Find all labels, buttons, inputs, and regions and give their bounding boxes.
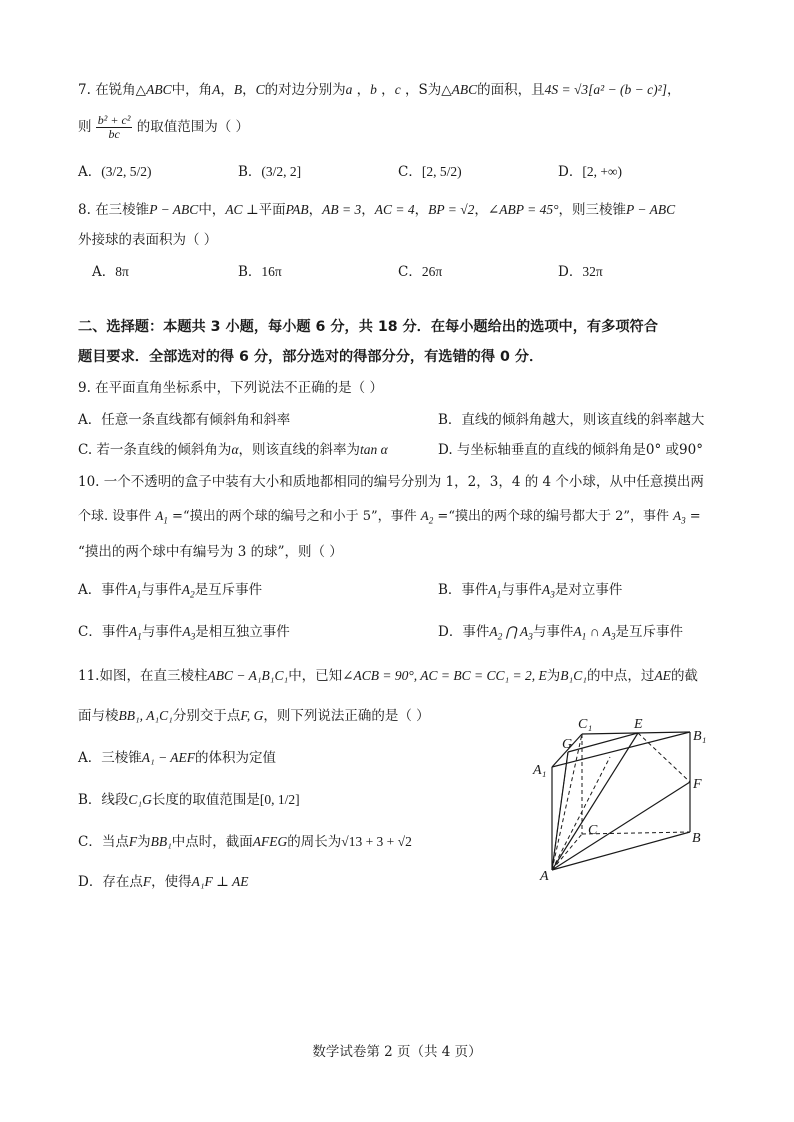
section2-heading-line1: 二、选择题：本题共 3 小题，每小题 6 分，共 18 分．在每小题给出的选项中，有多项符合	[78, 319, 658, 335]
q9-option-d[interactable]: D. 与坐标轴垂直的直线的倾斜角是0° 或90°	[438, 442, 703, 458]
label-A: A	[540, 869, 549, 882]
q10-option-c[interactable]: C．事件$A_1$与事件$A_3$是相互独立事件	[78, 624, 290, 643]
label-B1: B₁	[693, 729, 707, 744]
q11-option-b[interactable]: B．线段C₁G长度的取值范围是[0, 1/2]	[78, 792, 300, 808]
q8-line1: 8. 在三棱锥P − ABC中，AC ⊥平面PAB，AB = 3，AC = 4，BP = √2，∠ABP = 45°，则三棱锥P − ABC	[78, 202, 676, 218]
label-B: B	[692, 831, 701, 846]
q7-line2: 则 $\frac{\text{b² + c²}}{bc}$ 的取值范围为（ ）	[78, 113, 250, 141]
q10-option-b[interactable]: B．事件$A_1$与事件$A_3$是对立事件	[438, 582, 623, 601]
q7-option-b[interactable]: B．(3/2, 2]	[238, 164, 302, 180]
prism-hidden-edges	[552, 733, 690, 870]
q11-option-a[interactable]: A．三棱锥A₁ − AEF的体积为定值	[78, 750, 277, 766]
q11-line2: 面与棱BB₁, A₁C₁分别交于点F, G，则下列说法正确的是（ ）	[78, 708, 430, 724]
q10-line2: 个球. 设事件 $A_1$ =“摸出的两个球的编号之和小于 5”，事件 $A_2$ =“摸出的两个球的编号都大于 2”，事件 $A_3$ =	[78, 508, 701, 526]
q7-fraction: $\frac{\text{b² + c²}}{bc}$	[97, 113, 131, 141]
q10-option-a[interactable]: A．事件$A_1$与事件$A_2$是互斥事件	[78, 582, 263, 601]
q8-option-a[interactable]: A．8π	[92, 264, 129, 280]
section2-heading-line2: 题目要求．全部选对的得 6 分，部分选对的得部分分，有选错的得 0 分．	[78, 349, 544, 365]
q7-line1: 7. 在锐角△ABC中，角A，B，C的对边分别为a ，b ，c ，S为△ABC的面积，且4S = √3[a² − (b − c)²]，	[78, 82, 681, 98]
q9-option-a[interactable]: A．任意一条直线都有倾斜角和斜率	[78, 412, 291, 428]
q9-option-c[interactable]: C. 若一条直线的倾斜角为α，则该直线的斜率为tan α	[78, 442, 388, 458]
page-footer: 数学试卷第 2 页（共 4 页）	[312, 1044, 482, 1060]
q7-option-a[interactable]: A．(3/2, 5/2)	[78, 164, 152, 180]
q7-area-equation: 4S = √3[a² − (b − c)²]	[544, 82, 667, 97]
q9-option-b[interactable]: B．直线的倾斜角越大，则该直线的斜率越大	[438, 412, 705, 428]
label-E: E	[634, 717, 643, 732]
q7-option-d[interactable]: D．[2, +∞)	[558, 164, 623, 180]
q11-option-d[interactable]: D．存在点F，使得A₁F ⊥ AE	[78, 874, 249, 890]
q10-line3: “摸出的两个球中有编号为 3 的球”，则（ ）	[78, 544, 343, 560]
q11-line1: 11.如图，在直三棱柱ABC − A₁B₁C₁中，已知∠ACB = 90°, AC = BC = CC₁ = 2, E为B₁C₁的中点，过AE的截	[78, 668, 698, 684]
label-C1: C₁	[578, 717, 593, 732]
label-C: C	[588, 823, 598, 838]
prism-figure	[530, 712, 730, 882]
prism-solid-edges	[552, 732, 690, 870]
label-A1: A₁	[533, 763, 547, 778]
q8-option-b[interactable]: B．16π	[238, 264, 282, 280]
q8-option-d[interactable]: D．32π	[558, 264, 603, 280]
label-F: F	[693, 777, 702, 792]
q8-option-c[interactable]: C．26π	[398, 264, 443, 280]
q8-line2: 外接球的表面积为（ ）	[78, 232, 218, 248]
q7-option-c[interactable]: C．[2, 5/2)	[398, 164, 462, 180]
q9-stem: 9. 在平面直角坐标系中，下列说法不正确的是（ ）	[78, 380, 383, 396]
q10-option-d[interactable]: D．事件$A_2$ ⋂ $A_3$与事件$A_1$ ∩ $A_3$是互斥事件	[438, 624, 684, 643]
q11-option-c[interactable]: C．当点F为BB₁中点时，截面AFEG的周长为√13 + 3 + √2	[78, 834, 412, 850]
label-G: G	[562, 737, 573, 752]
q10-line1: 10. 一个不透明的盒子中装有大小和质地都相同的编号分别为 1，2，3，4 的 4 个小球，从中任意摸出两	[78, 474, 704, 490]
